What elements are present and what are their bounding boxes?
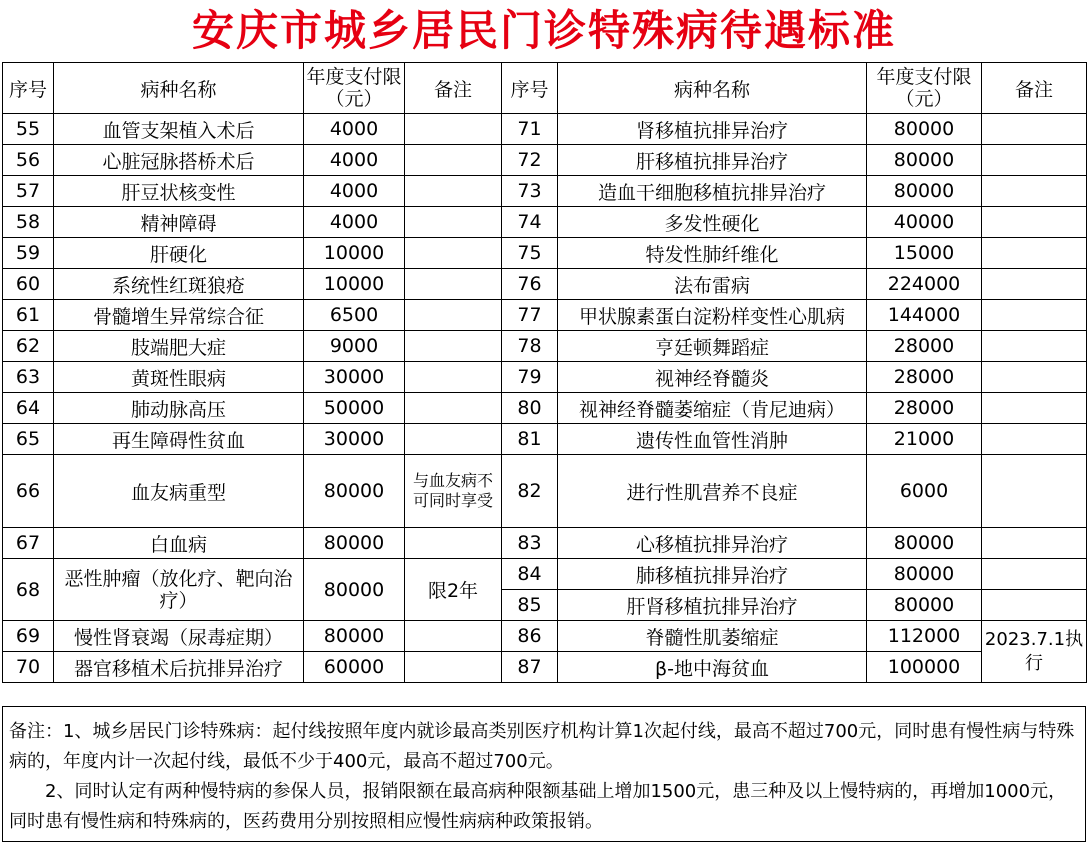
- name-cell: 肾移植抗排异治疗: [558, 114, 867, 145]
- note-paragraph-2: 2、同时认定有两种慢特病的参保人员，报销限额在最高病种限额基础上增加1500元，患三种及以上慢特病的，再增加1000元，同时患有慢性病和特殊病的，医药费用分别按照相应慢性病病种政策报销。: [9, 781, 1067, 832]
- limit-cell: 9000: [304, 331, 405, 362]
- note-cell: [405, 652, 502, 683]
- table-row: [3, 207, 1087, 238]
- note-cell: [982, 300, 1087, 331]
- note-cell: [982, 145, 1087, 176]
- seq-cell: 72: [502, 145, 558, 176]
- header-seq: 序号: [3, 63, 54, 114]
- note-cell: [405, 207, 502, 238]
- name-cell: 肺动脉高压: [54, 393, 304, 424]
- name-cell: 亨廷顿舞蹈症: [558, 331, 867, 362]
- seq-cell: 84: [502, 559, 558, 590]
- name-cell: 甲状腺素蛋白淀粉样变性心肌病: [558, 300, 867, 331]
- limit-cell: 224000: [867, 269, 982, 300]
- limit-cell: 100000: [867, 652, 982, 683]
- limit-cell: 28000: [867, 362, 982, 393]
- table-row: [3, 621, 1087, 652]
- note-cell: [982, 393, 1087, 424]
- seq-cell: 62: [3, 331, 54, 362]
- table-row: [3, 300, 1087, 331]
- name-cell: 心移植抗排异治疗: [558, 528, 867, 559]
- limit-cell: 80000: [867, 114, 982, 145]
- seq-cell: 64: [3, 393, 54, 424]
- name-cell: 视神经脊髓萎缩症（肯尼迪病）: [558, 393, 867, 424]
- name-cell: 特发性肺纤维化: [558, 238, 867, 269]
- seq-cell: 78: [502, 331, 558, 362]
- note-cell: [405, 176, 502, 207]
- name-cell: 心脏冠脉搭桥术后: [54, 145, 304, 176]
- name-cell: 遗传性血管性消肿: [558, 424, 867, 455]
- limit-cell: 80000: [867, 145, 982, 176]
- limit-cell: 144000: [867, 300, 982, 331]
- name-cell: 精神障碍: [54, 207, 304, 238]
- table-row: [3, 362, 1087, 393]
- note-cell: [405, 269, 502, 300]
- limit-cell: 112000: [867, 621, 982, 652]
- seq-cell: 85: [502, 590, 558, 621]
- name-cell: 肝肾移植抗排异治疗: [558, 590, 867, 621]
- limit-cell: 80000: [867, 559, 982, 590]
- limit-cell: 30000: [304, 362, 405, 393]
- header-seq: 序号: [502, 63, 558, 114]
- header-limit: 年度支付限（元）: [867, 63, 982, 114]
- limit-cell: 80000: [867, 176, 982, 207]
- name-cell: 进行性肌营养不良症: [558, 455, 867, 528]
- limit-cell: 80000: [867, 590, 982, 621]
- note-cell: 与血友病不可同时享受: [405, 455, 502, 528]
- note-cell: [405, 300, 502, 331]
- name-cell: 肝移植抗排异治疗: [558, 145, 867, 176]
- header-note: 备注: [982, 63, 1087, 114]
- table-row: [3, 393, 1087, 424]
- note-cell: [982, 238, 1087, 269]
- name-cell: 再生障碍性贫血: [54, 424, 304, 455]
- note-cell: [405, 621, 502, 652]
- limit-cell: 50000: [304, 393, 405, 424]
- note-cell: 限2年: [405, 559, 502, 621]
- seq-cell: 59: [3, 238, 54, 269]
- seq-cell: 57: [3, 176, 54, 207]
- note-paragraph-1: 备注：1、城乡居民门诊特殊病：起付线按照年度内就诊最高类别医疗机构计算1次起付线，最高不超过700元，同时患有慢性病与特殊病的，年度内计一次起付线，最低不少于400元，最高不超过700元。: [9, 721, 1075, 772]
- note-cell: [405, 362, 502, 393]
- limit-cell: 21000: [867, 424, 982, 455]
- header-note: 备注: [405, 63, 502, 114]
- note-cell: [982, 207, 1087, 238]
- table-row: [3, 455, 1087, 528]
- note-cell: [982, 455, 1087, 528]
- seq-cell: 67: [3, 528, 54, 559]
- limit-cell: 28000: [867, 393, 982, 424]
- note-cell: [405, 114, 502, 145]
- note-cell: 2023.7.1执行: [982, 621, 1087, 683]
- limit-cell: 80000: [304, 621, 405, 652]
- limit-cell: 28000: [867, 331, 982, 362]
- table-row: [3, 559, 1087, 590]
- seq-cell: 60: [3, 269, 54, 300]
- name-cell: 血友病重型: [54, 455, 304, 528]
- limit-cell: 10000: [304, 238, 405, 269]
- name-cell: 肺移植抗排异治疗: [558, 559, 867, 590]
- seq-cell: 61: [3, 300, 54, 331]
- name-cell: 血管支架植入术后: [54, 114, 304, 145]
- seq-cell: 66: [3, 455, 54, 528]
- note-cell: [982, 528, 1087, 559]
- limit-cell: 80000: [867, 528, 982, 559]
- name-cell: β-地中海贫血: [558, 652, 867, 683]
- seq-cell: 71: [502, 114, 558, 145]
- name-cell: 器官移植术后抗排异治疗: [54, 652, 304, 683]
- table-header-row: [3, 63, 1087, 114]
- header-limit: 年度支付限（元）: [304, 63, 405, 114]
- name-cell: 黄斑性眼病: [54, 362, 304, 393]
- seq-cell: 80: [502, 393, 558, 424]
- name-cell: 肢端肥大症: [54, 331, 304, 362]
- limit-cell: 6500: [304, 300, 405, 331]
- name-cell: 慢性肾衰竭（尿毒症期）: [54, 621, 304, 652]
- seq-cell: 55: [3, 114, 54, 145]
- table-row: [3, 269, 1087, 300]
- limit-cell: 4000: [304, 176, 405, 207]
- seq-cell: 82: [502, 455, 558, 528]
- limit-cell: 15000: [867, 238, 982, 269]
- header-name: 病种名称: [558, 63, 867, 114]
- table-row: [3, 114, 1087, 145]
- note-cell: [982, 114, 1087, 145]
- seq-cell: 70: [3, 652, 54, 683]
- table-row: [3, 145, 1087, 176]
- seq-cell: 58: [3, 207, 54, 238]
- name-cell: 肝豆状核变性: [54, 176, 304, 207]
- name-cell: 肝硬化: [54, 238, 304, 269]
- header-name: 病种名称: [54, 63, 304, 114]
- limit-cell: 80000: [304, 528, 405, 559]
- seq-cell: 73: [502, 176, 558, 207]
- seq-cell: 81: [502, 424, 558, 455]
- note-cell: [405, 238, 502, 269]
- table-row: [3, 528, 1087, 559]
- note-cell: [405, 145, 502, 176]
- page-title: 安庆市城乡居民门诊特殊病待遇标准: [191, 6, 896, 55]
- seq-cell: 76: [502, 269, 558, 300]
- seq-cell: 56: [3, 145, 54, 176]
- note-cell: [982, 331, 1087, 362]
- seq-cell: 74: [502, 207, 558, 238]
- limit-cell: 6000: [867, 455, 982, 528]
- seq-cell: 77: [502, 300, 558, 331]
- note-cell: [982, 559, 1087, 590]
- seq-cell: 65: [3, 424, 54, 455]
- limit-cell: 40000: [867, 207, 982, 238]
- limit-cell: 4000: [304, 145, 405, 176]
- table-row: [3, 652, 1087, 683]
- seq-cell: 63: [3, 362, 54, 393]
- limit-cell: 80000: [304, 455, 405, 528]
- table-row: [3, 238, 1087, 269]
- note-cell: [405, 424, 502, 455]
- note-cell: [405, 528, 502, 559]
- limit-cell: 4000: [304, 114, 405, 145]
- note-cell: [405, 393, 502, 424]
- note-cell: [982, 176, 1087, 207]
- name-cell: 多发性硬化: [558, 207, 867, 238]
- note-cell: [982, 362, 1087, 393]
- table-row: [3, 424, 1087, 455]
- name-cell: 白血病: [54, 528, 304, 559]
- name-cell: 系统性红斑狼疮: [54, 269, 304, 300]
- seq-cell: 86: [502, 621, 558, 652]
- limit-cell: 4000: [304, 207, 405, 238]
- name-cell: 法布雷病: [558, 269, 867, 300]
- name-cell: 脊髓性肌萎缩症: [558, 621, 867, 652]
- seq-cell: 83: [502, 528, 558, 559]
- seq-cell: 75: [502, 238, 558, 269]
- seq-cell: 68: [3, 559, 54, 621]
- note-cell: [405, 331, 502, 362]
- seq-cell: 69: [3, 621, 54, 652]
- table-row: [3, 176, 1087, 207]
- table-row: [3, 331, 1087, 362]
- seq-cell: 79: [502, 362, 558, 393]
- name-cell: 视神经脊髓炎: [558, 362, 867, 393]
- name-cell: 造血干细胞移植抗排异治疗: [558, 176, 867, 207]
- name-cell: 骨髓增生异常综合征: [54, 300, 304, 331]
- note-cell: [982, 269, 1087, 300]
- benefit-table: [2, 62, 1087, 683]
- notes-section: [2, 706, 1086, 842]
- seq-cell: 87: [502, 652, 558, 683]
- note-cell: [982, 424, 1087, 455]
- name-cell: 恶性肿瘤（放化疗、靶向治疗）: [54, 559, 304, 621]
- limit-cell: 30000: [304, 424, 405, 455]
- limit-cell: 10000: [304, 269, 405, 300]
- limit-cell: 80000: [304, 559, 405, 621]
- note-cell: [982, 590, 1087, 621]
- limit-cell: 60000: [304, 652, 405, 683]
